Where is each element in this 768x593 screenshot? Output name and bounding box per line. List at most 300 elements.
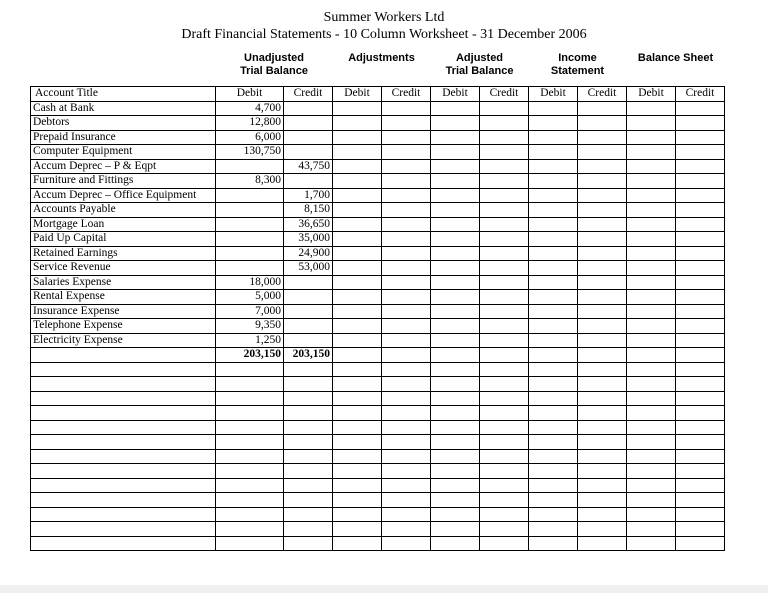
empty-row xyxy=(31,507,725,522)
amount-cell: 36,650 xyxy=(284,217,333,232)
amount-cell xyxy=(480,217,529,232)
amount-cell xyxy=(480,348,529,363)
amount-cell xyxy=(382,493,431,508)
amount-cell xyxy=(480,478,529,493)
account-title-cell: Electricity Expense xyxy=(31,333,216,348)
amount-cell xyxy=(333,464,382,479)
group-header-spacer xyxy=(31,49,216,87)
amount-cell xyxy=(382,101,431,116)
amount-cell xyxy=(676,174,725,189)
amount-cell xyxy=(284,275,333,290)
empty-row xyxy=(31,420,725,435)
amount-cell xyxy=(529,130,578,145)
amount-cell xyxy=(333,290,382,305)
amount-cell: 203,150 xyxy=(216,348,284,363)
amount-cell xyxy=(216,391,284,406)
amount-cell: 5,000 xyxy=(216,290,284,305)
amount-cell xyxy=(382,130,431,145)
amount-cell xyxy=(676,435,725,450)
bs-debit-header: Debit xyxy=(627,87,676,102)
amount-cell xyxy=(529,203,578,218)
amount-cell xyxy=(578,304,627,319)
amount-cell xyxy=(676,217,725,232)
amount-cell xyxy=(431,275,480,290)
amount-cell xyxy=(627,406,676,421)
amount-cell xyxy=(333,406,382,421)
amount-cell xyxy=(676,261,725,276)
amount-cell xyxy=(284,319,333,334)
adj-debit-header: Debit xyxy=(333,87,382,102)
amount-cell xyxy=(333,188,382,203)
amount-cell: 130,750 xyxy=(216,145,284,160)
account-title-cell: Insurance Expense xyxy=(31,304,216,319)
amount-cell xyxy=(333,319,382,334)
account-title-cell xyxy=(31,362,216,377)
amount-cell xyxy=(676,246,725,261)
amount-cell xyxy=(216,478,284,493)
amount-cell xyxy=(284,290,333,305)
group-header-balance-sheet: Balance Sheet xyxy=(637,52,714,64)
amount-cell xyxy=(333,391,382,406)
amount-cell xyxy=(529,391,578,406)
amount-cell: 6,000 xyxy=(216,130,284,145)
amount-cell xyxy=(578,232,627,247)
amount-cell xyxy=(676,362,725,377)
amount-cell xyxy=(529,275,578,290)
amount-cell xyxy=(216,362,284,377)
amount-cell xyxy=(382,275,431,290)
amount-cell xyxy=(284,478,333,493)
amount-cell xyxy=(578,217,627,232)
amount-cell xyxy=(529,522,578,537)
amount-cell xyxy=(382,290,431,305)
worksheet-row xyxy=(31,333,725,348)
amount-cell xyxy=(480,507,529,522)
amount-cell xyxy=(676,478,725,493)
amount-cell xyxy=(480,435,529,450)
amount-cell xyxy=(431,290,480,305)
empty-row xyxy=(31,406,725,421)
amount-cell xyxy=(284,377,333,392)
is-credit-header: Credit xyxy=(578,87,627,102)
column-header-row xyxy=(31,87,725,102)
amount-cell: 9,350 xyxy=(216,319,284,334)
amount-cell xyxy=(284,420,333,435)
amount-cell: 4,700 xyxy=(216,101,284,116)
amount-cell xyxy=(529,261,578,276)
amount-cell xyxy=(382,377,431,392)
worksheet-row xyxy=(31,159,725,174)
amount-cell xyxy=(676,203,725,218)
account-title-cell xyxy=(31,493,216,508)
worksheet-row xyxy=(31,188,725,203)
amount-cell xyxy=(529,420,578,435)
amount-cell xyxy=(627,319,676,334)
amount-cell xyxy=(627,232,676,247)
account-title-cell: Accum Deprec – P & Eqpt xyxy=(31,159,216,174)
amount-cell xyxy=(627,348,676,363)
amount-cell xyxy=(627,203,676,218)
account-title-cell xyxy=(31,536,216,551)
worksheet-row xyxy=(31,232,725,247)
amount-cell xyxy=(480,275,529,290)
amount-cell xyxy=(382,246,431,261)
amount-cell xyxy=(284,130,333,145)
amount-cell xyxy=(627,478,676,493)
amount-cell xyxy=(333,536,382,551)
amount-cell xyxy=(578,536,627,551)
amount-cell xyxy=(578,464,627,479)
amount-cell xyxy=(216,217,284,232)
amount-cell xyxy=(431,478,480,493)
amount-cell xyxy=(431,362,480,377)
amount-cell xyxy=(382,116,431,131)
amount-cell xyxy=(627,507,676,522)
account-title-cell xyxy=(31,522,216,537)
account-title-cell: Mortgage Loan xyxy=(31,217,216,232)
worksheet-row xyxy=(31,174,725,189)
worksheet-row xyxy=(31,130,725,145)
amount-cell xyxy=(431,159,480,174)
amount-cell xyxy=(216,203,284,218)
worksheet-row xyxy=(31,101,725,116)
amount-cell xyxy=(431,319,480,334)
amount-cell xyxy=(333,159,382,174)
amount-cell xyxy=(333,493,382,508)
amount-cell xyxy=(431,420,480,435)
empty-row xyxy=(31,391,725,406)
amount-cell xyxy=(578,377,627,392)
amount-cell xyxy=(431,232,480,247)
amount-cell xyxy=(480,449,529,464)
amount-cell: 203,150 xyxy=(284,348,333,363)
adj-credit-header: Credit xyxy=(382,87,431,102)
account-title-cell xyxy=(31,377,216,392)
amount-cell xyxy=(284,101,333,116)
amount-cell xyxy=(216,188,284,203)
amount-cell xyxy=(480,377,529,392)
amount-cell xyxy=(676,333,725,348)
amount-cell xyxy=(529,246,578,261)
amount-cell xyxy=(284,507,333,522)
amount-cell xyxy=(431,449,480,464)
amount-cell xyxy=(480,145,529,160)
amount-cell xyxy=(333,145,382,160)
amount-cell xyxy=(431,116,480,131)
amount-cell: 8,150 xyxy=(284,203,333,218)
amount-cell xyxy=(627,116,676,131)
amount-cell xyxy=(382,304,431,319)
amount-cell: 1,700 xyxy=(284,188,333,203)
page-title: Summer Workers Ltd xyxy=(323,10,445,25)
amount-cell xyxy=(431,203,480,218)
amount-cell xyxy=(627,290,676,305)
amount-cell xyxy=(431,188,480,203)
page-bottom-edge xyxy=(0,585,768,593)
worksheet-row xyxy=(31,261,725,276)
amount-cell xyxy=(216,464,284,479)
empty-row xyxy=(31,493,725,508)
amount-cell xyxy=(382,217,431,232)
amount-cell xyxy=(333,362,382,377)
amount-cell xyxy=(627,362,676,377)
amount-cell xyxy=(382,406,431,421)
amount-cell xyxy=(216,507,284,522)
amount-cell xyxy=(216,536,284,551)
account-title-cell: Debtors xyxy=(31,116,216,131)
amount-cell xyxy=(431,174,480,189)
amount-cell: 12,800 xyxy=(216,116,284,131)
worksheet-row xyxy=(31,319,725,334)
amount-cell xyxy=(627,246,676,261)
amount-cell xyxy=(627,145,676,160)
amount-cell xyxy=(216,246,284,261)
amount-cell xyxy=(431,246,480,261)
amount-cell xyxy=(676,275,725,290)
amount-cell xyxy=(382,261,431,276)
amount-cell xyxy=(480,101,529,116)
empty-row xyxy=(31,377,725,392)
empty-row xyxy=(31,536,725,551)
ten-column-worksheet xyxy=(30,49,725,551)
amount-cell xyxy=(382,522,431,537)
amount-cell xyxy=(431,101,480,116)
amount-cell xyxy=(676,232,725,247)
account-title-cell: Service Revenue xyxy=(31,261,216,276)
amount-cell xyxy=(529,290,578,305)
amount-cell xyxy=(284,522,333,537)
amount-cell xyxy=(284,391,333,406)
amount-cell xyxy=(676,319,725,334)
worksheet-row xyxy=(31,275,725,290)
amount-cell xyxy=(578,493,627,508)
utb-credit-header: Credit xyxy=(284,87,333,102)
amount-cell xyxy=(676,464,725,479)
amount-cell xyxy=(284,464,333,479)
amount-cell xyxy=(382,145,431,160)
amount-cell xyxy=(431,391,480,406)
amount-cell xyxy=(382,174,431,189)
atb-credit-header: Credit xyxy=(480,87,529,102)
amount-cell xyxy=(676,522,725,537)
amount-cell xyxy=(382,536,431,551)
amount-cell xyxy=(480,232,529,247)
amount-cell xyxy=(431,406,480,421)
amount-cell: 35,000 xyxy=(284,232,333,247)
amount-cell xyxy=(529,145,578,160)
amount-cell xyxy=(627,536,676,551)
amount-cell xyxy=(284,174,333,189)
amount-cell xyxy=(431,493,480,508)
amount-cell xyxy=(284,333,333,348)
amount-cell xyxy=(382,232,431,247)
account-title-header: Account Title xyxy=(31,87,216,102)
amount-cell xyxy=(529,406,578,421)
amount-cell xyxy=(431,377,480,392)
amount-cell xyxy=(578,435,627,450)
amount-cell xyxy=(480,130,529,145)
amount-cell xyxy=(578,261,627,276)
amount-cell xyxy=(284,362,333,377)
amount-cell xyxy=(676,145,725,160)
amount-cell xyxy=(676,348,725,363)
amount-cell xyxy=(333,478,382,493)
amount-cell xyxy=(676,507,725,522)
atb-debit-header: Debit xyxy=(431,87,480,102)
amount-cell xyxy=(676,377,725,392)
account-title-cell xyxy=(31,435,216,450)
amount-cell xyxy=(676,493,725,508)
amount-cell xyxy=(333,261,382,276)
amount-cell xyxy=(676,290,725,305)
group-header-row xyxy=(31,49,725,87)
amount-cell xyxy=(529,333,578,348)
amount-cell xyxy=(284,449,333,464)
amount-cell xyxy=(333,246,382,261)
amount-cell xyxy=(480,188,529,203)
amount-cell xyxy=(627,261,676,276)
amount-cell xyxy=(627,391,676,406)
amount-cell xyxy=(333,522,382,537)
account-title-cell xyxy=(31,449,216,464)
amount-cell xyxy=(578,116,627,131)
amount-cell xyxy=(480,203,529,218)
worksheet-row xyxy=(31,290,725,305)
amount-cell xyxy=(676,536,725,551)
amount-cell xyxy=(480,290,529,305)
account-title-cell: Accounts Payable xyxy=(31,203,216,218)
amount-cell xyxy=(480,116,529,131)
amount-cell xyxy=(480,333,529,348)
amount-cell xyxy=(382,420,431,435)
amount-cell xyxy=(382,391,431,406)
amount-cell xyxy=(284,304,333,319)
amount-cell xyxy=(627,159,676,174)
amount-cell xyxy=(529,217,578,232)
account-title-cell: Salaries Expense xyxy=(31,275,216,290)
worksheet-row xyxy=(31,145,725,160)
amount-cell xyxy=(431,348,480,363)
amount-cell xyxy=(284,116,333,131)
amount-cell xyxy=(216,420,284,435)
account-title-cell xyxy=(31,464,216,479)
amount-cell xyxy=(529,319,578,334)
empty-row xyxy=(31,464,725,479)
amount-cell xyxy=(529,174,578,189)
amount-cell xyxy=(480,174,529,189)
amount-cell xyxy=(627,449,676,464)
amount-cell xyxy=(431,522,480,537)
amount-cell xyxy=(382,159,431,174)
amount-cell xyxy=(676,159,725,174)
amount-cell xyxy=(382,449,431,464)
amount-cell xyxy=(578,333,627,348)
amount-cell xyxy=(578,449,627,464)
account-title-cell: Prepaid Insurance xyxy=(31,130,216,145)
group-header-adjusted-trial-balance: Adjusted Trial Balance xyxy=(445,52,514,77)
amount-cell xyxy=(627,493,676,508)
group-header-unadjusted-trial-balance: Unadjusted Trial Balance xyxy=(240,52,308,77)
amount-cell xyxy=(480,536,529,551)
empty-row xyxy=(31,522,725,537)
worksheet-row xyxy=(31,217,725,232)
empty-row xyxy=(31,435,725,450)
amount-cell xyxy=(382,464,431,479)
amount-cell xyxy=(578,348,627,363)
amount-cell xyxy=(480,420,529,435)
group-header-adjustments: Adjustments xyxy=(348,52,415,64)
amount-cell xyxy=(333,275,382,290)
amount-cell xyxy=(333,304,382,319)
account-title-cell: Accum Deprec – Office Equipment xyxy=(31,188,216,203)
is-debit-header: Debit xyxy=(529,87,578,102)
amount-cell xyxy=(578,145,627,160)
amount-cell xyxy=(431,145,480,160)
amount-cell xyxy=(627,522,676,537)
amount-cell xyxy=(529,159,578,174)
amount-cell xyxy=(216,435,284,450)
amount-cell xyxy=(431,261,480,276)
amount-cell xyxy=(216,449,284,464)
account-title-cell: Cash at Bank xyxy=(31,101,216,116)
amount-cell xyxy=(676,449,725,464)
amount-cell xyxy=(578,420,627,435)
amount-cell xyxy=(284,145,333,160)
amount-cell xyxy=(431,217,480,232)
worksheet-row xyxy=(31,203,725,218)
amount-cell xyxy=(578,406,627,421)
amount-cell xyxy=(529,464,578,479)
account-title-cell: Telephone Expense xyxy=(31,319,216,334)
amount-cell xyxy=(627,420,676,435)
amount-cell xyxy=(480,522,529,537)
amount-cell xyxy=(382,478,431,493)
amount-cell xyxy=(480,304,529,319)
amount-cell xyxy=(627,217,676,232)
amount-cell xyxy=(676,130,725,145)
amount-cell: 1,250 xyxy=(216,333,284,348)
amount-cell xyxy=(627,464,676,479)
amount-cell xyxy=(627,377,676,392)
account-title-cell: Rental Expense xyxy=(31,290,216,305)
amount-cell xyxy=(627,333,676,348)
amount-cell xyxy=(529,304,578,319)
amount-cell xyxy=(578,188,627,203)
amount-cell xyxy=(431,333,480,348)
amount-cell xyxy=(333,377,382,392)
amount-cell xyxy=(676,391,725,406)
amount-cell xyxy=(480,391,529,406)
amount-cell xyxy=(431,536,480,551)
amount-cell xyxy=(382,188,431,203)
amount-cell: 18,000 xyxy=(216,275,284,290)
amount-cell: 53,000 xyxy=(284,261,333,276)
amount-cell xyxy=(578,478,627,493)
amount-cell xyxy=(480,319,529,334)
amount-cell: 43,750 xyxy=(284,159,333,174)
worksheet-body xyxy=(31,101,725,551)
amount-cell xyxy=(333,130,382,145)
amount-cell xyxy=(578,174,627,189)
amount-cell xyxy=(431,435,480,450)
amount-cell xyxy=(480,406,529,421)
page-subtitle: Draft Financial Statements - 10 Column Worksheet - 31 December 2006 xyxy=(181,27,587,42)
amount-cell xyxy=(216,493,284,508)
amount-cell xyxy=(676,116,725,131)
account-title-cell: Paid Up Capital xyxy=(31,232,216,247)
amount-cell xyxy=(529,493,578,508)
amount-cell xyxy=(480,493,529,508)
